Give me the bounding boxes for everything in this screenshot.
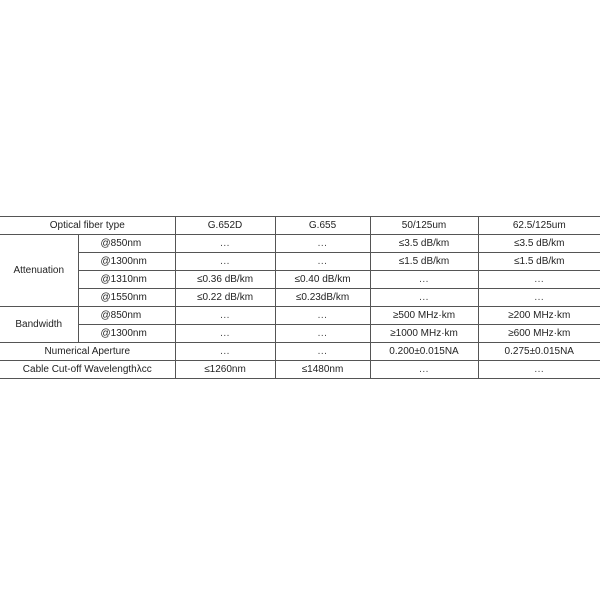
value-cell: ... <box>370 289 478 307</box>
fiber-spec-table <box>0 216 600 379</box>
header-g652d: G.652D <box>175 217 275 235</box>
value-cell: ... <box>275 343 370 361</box>
value-cell: ... <box>175 325 275 343</box>
table-header-row <box>0 217 600 235</box>
value-cell: 0.200±0.015NA <box>370 343 478 361</box>
value-cell: ... <box>275 307 370 325</box>
value-cell: ≤0.23dB/km <box>275 289 370 307</box>
table-row <box>0 271 600 289</box>
value-cell: ... <box>478 271 600 289</box>
value-cell: ≥600 MHz·km <box>478 325 600 343</box>
table-row <box>0 289 600 307</box>
value-cell: ≤3.5 dB/km <box>478 235 600 253</box>
wavelength-cell: @850nm <box>78 307 175 325</box>
wavelength-cell: @1550nm <box>78 289 175 307</box>
value-cell: ... <box>478 361 600 379</box>
numerical-aperture-label: Numerical Aperture <box>0 343 175 361</box>
value-cell: ≤3.5 dB/km <box>370 235 478 253</box>
value-cell: ... <box>478 289 600 307</box>
value-cell: ... <box>175 307 275 325</box>
wavelength-cell: @1300nm <box>78 325 175 343</box>
table-row <box>0 307 600 325</box>
bandwidth-label: Bandwidth <box>0 307 78 343</box>
table-row <box>0 361 600 379</box>
wavelength-cell: @1310nm <box>78 271 175 289</box>
cutoff-wavelength-label: Cable Cut-off Wavelengthλcc <box>0 361 175 379</box>
value-cell: ... <box>275 325 370 343</box>
value-cell: ... <box>275 235 370 253</box>
table-row <box>0 253 600 271</box>
value-cell: ... <box>175 343 275 361</box>
value-cell: ≥200 MHz·km <box>478 307 600 325</box>
value-cell: ≤0.22 dB/km <box>175 289 275 307</box>
header-g655: G.655 <box>275 217 370 235</box>
header-fiber-type: Optical fiber type <box>0 217 175 235</box>
value-cell: ≤1.5 dB/km <box>478 253 600 271</box>
value-cell: ≥500 MHz·km <box>370 307 478 325</box>
wavelength-cell: @850nm <box>78 235 175 253</box>
wavelength-cell: @1300nm <box>78 253 175 271</box>
value-cell: ... <box>370 361 478 379</box>
value-cell: ≤0.36 dB/km <box>175 271 275 289</box>
value-cell: ≤1260nm <box>175 361 275 379</box>
table-row <box>0 325 600 343</box>
value-cell: ≤1480nm <box>275 361 370 379</box>
value-cell: ≤0.40 dB/km <box>275 271 370 289</box>
table-row <box>0 235 600 253</box>
value-cell: ... <box>175 235 275 253</box>
table-row <box>0 343 600 361</box>
header-62-5-125um: 62.5/125um <box>478 217 600 235</box>
value-cell: ... <box>370 271 478 289</box>
header-50-125um: 50/125um <box>370 217 478 235</box>
attenuation-label: Attenuation <box>0 235 78 307</box>
value-cell: ... <box>175 253 275 271</box>
value-cell: ... <box>275 253 370 271</box>
value-cell: ≤1.5 dB/km <box>370 253 478 271</box>
value-cell: 0.275±0.015NA <box>478 343 600 361</box>
value-cell: ≥1000 MHz·km <box>370 325 478 343</box>
